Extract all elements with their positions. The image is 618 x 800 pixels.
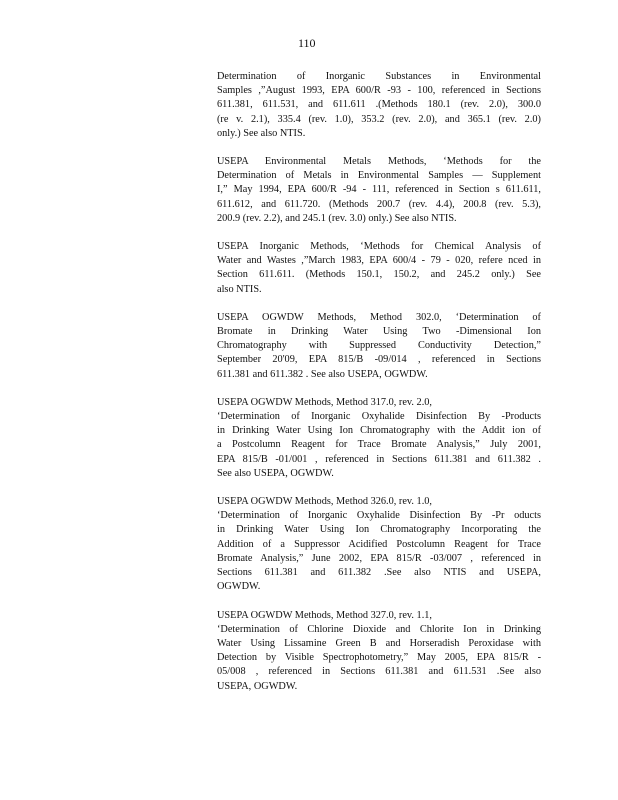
reference-entry xyxy=(217,311,541,382)
text-line: a Postcolumn Reagent for Trace Bromate Analysis,” July 2001, xyxy=(217,439,541,451)
reference-entry xyxy=(217,70,541,141)
text-line: 611.612, and 611.720. (Methods 200.7 (rev. 4.4), 200.8 (rev. 5.3), xyxy=(217,198,541,210)
text-line: Determination of Metals in Environmental Samples — Supplement xyxy=(217,170,541,182)
reference-entry xyxy=(217,609,541,694)
text-line: (re v. 2.1), 335.4 (rev. 1.0), 353.2 (rev. 2.0), and 365.1 (rev. 2.0) xyxy=(217,113,541,125)
text-line: Sections 611.381 and 611.382 .See also NTIS and USEPA, xyxy=(217,567,541,579)
text-line: USEPA OGWDW Methods, Method 326.0, rev. 1.0, xyxy=(217,496,432,508)
text-line: I,” May 1994, EPA 600/R -94 - 111, referenced in Section s 611.611, xyxy=(217,184,541,196)
text-line: Addition of a Suppressor Acidified Postcolumn Reagent for Trace xyxy=(217,538,541,550)
text-line: Section 611.611. (Methods 150.1, 150.2, and 245.2 only.) See xyxy=(217,269,541,281)
page-number: 110 xyxy=(298,36,316,50)
text-line: Chromatography with Suppressed Conductivity Detection,” xyxy=(217,340,541,352)
text-line: also NTIS. xyxy=(217,283,262,295)
reference-list xyxy=(217,70,541,708)
text-line: Bromate in Drinking Water Using Two -Dimensional Ion xyxy=(217,326,541,338)
text-line: ‘Determination of Inorganic Oxyhalide Disinfection By -Products xyxy=(217,411,541,423)
text-line: September 20'09, EPA 815/B -09/014 , referenced in Sections xyxy=(217,354,541,366)
text-line: USEPA OGWDW Methods, Method 317.0, rev. 2.0, xyxy=(217,396,432,408)
text-line: Water Using Lissamine Green B and Horseradish Peroxidase with xyxy=(217,637,541,649)
text-line: EPA 815/B -01/001 , referenced in Sections 611.381 and 611.382 . xyxy=(217,453,541,465)
text-line: Determination of Inorganic Substances in Environmental xyxy=(217,71,541,82)
text-line: in Drinking Water Using Ion Chromatography with the Addit ion of xyxy=(217,425,541,437)
text-line: USEPA, OGWDW. xyxy=(217,680,298,692)
text-line: ‘Determination of Chlorine Dioxide and Chlorite Ion in Drinking xyxy=(217,623,541,635)
text-line: See also USEPA, OGWDW. xyxy=(217,467,334,479)
reference-entry xyxy=(217,396,541,481)
text-line: Bromate Analysis,” June 2002, EPA 815/R -03/007 , referenced in xyxy=(217,552,541,564)
text-line: 611.381 and 611.382 . See also USEPA, OGWDW. xyxy=(217,368,428,380)
text-line: USEPA OGWDW Methods, Method 327.0, rev. 1.1, xyxy=(217,609,432,621)
text-line: USEPA Inorganic Methods, ‘Methods for Chemical Analysis of xyxy=(217,241,541,253)
text-line: Detection by Visible Spectrophotometry,” May 2005, EPA 815/R - xyxy=(217,652,541,664)
text-line: ‘Determination of Inorganic Oxyhalide Disinfection By -Pr oducts xyxy=(217,510,541,522)
text-line: Samples ,”August 1993, EPA 600/R -93 - 100, referenced in Sections xyxy=(217,85,541,97)
text-line: in Drinking Water Using Ion Chromatography Incorporating the xyxy=(217,524,541,536)
text-line: 05/008 , referenced in Sections 611.381 and 611.531 .See also xyxy=(217,666,541,678)
text-line: USEPA OGWDW Methods, Method 302.0, ‘Determination of xyxy=(217,311,541,323)
reference-entry xyxy=(217,495,541,594)
text-line: Water and Wastes ,”March 1983, EPA 600/4 - 79 - 020, refere nced in xyxy=(217,255,541,267)
reference-entry xyxy=(217,155,541,226)
text-line: OGWDW. xyxy=(217,581,261,593)
text-line: USEPA Environmental Metals Methods, ‘Methods for the xyxy=(217,156,541,168)
text-line: only.) See also NTIS. xyxy=(217,127,306,139)
text-line: 611.381, 611.531, and 611.611 .(Methods 180.1 (rev. 2.0), 300.0 xyxy=(217,99,541,111)
reference-entry xyxy=(217,240,541,297)
text-line: 200.9 (rev. 2.2), and 245.1 (rev. 3.0) only.) See also NTIS. xyxy=(217,212,457,224)
